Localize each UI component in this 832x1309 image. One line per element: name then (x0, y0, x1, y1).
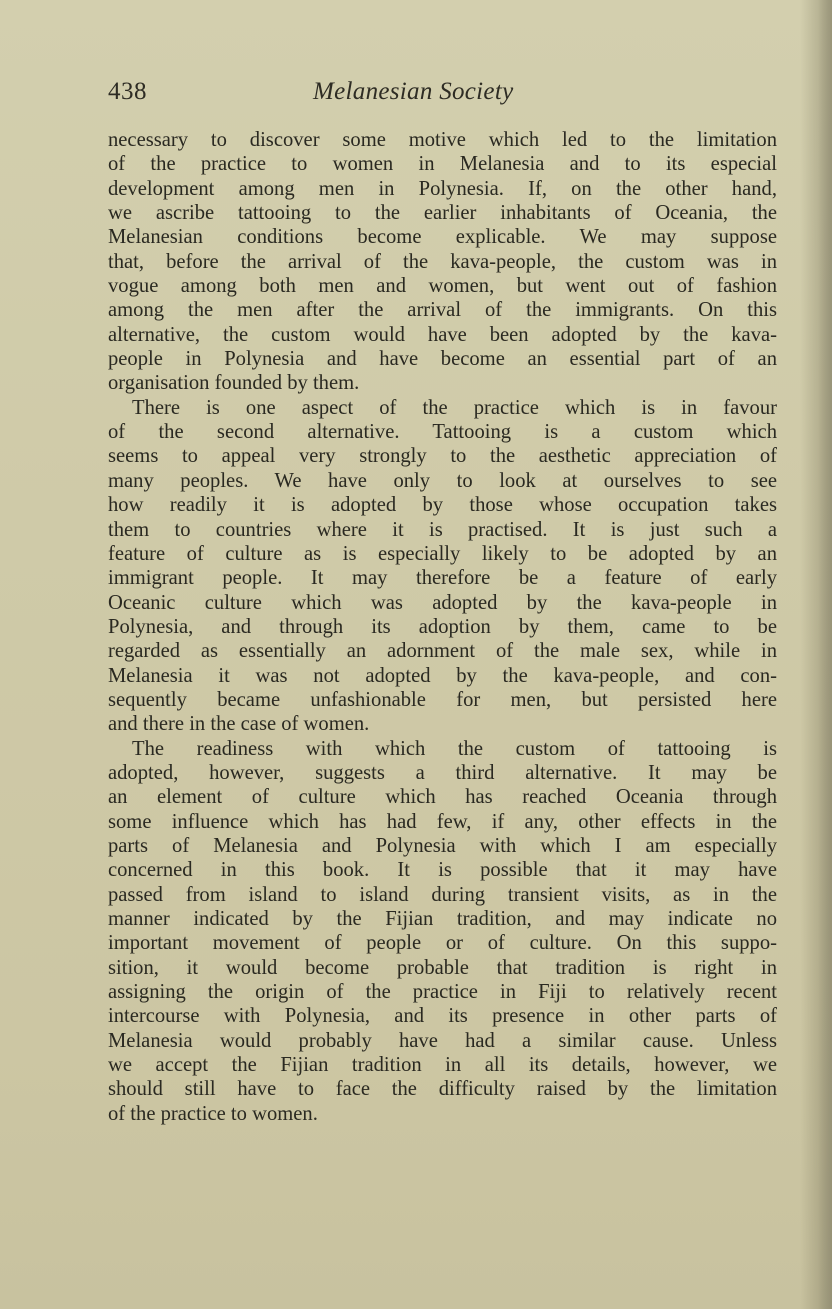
body-text (108, 128, 777, 1126)
running-head (108, 74, 777, 110)
text-line: adopted, however, suggests a third alternative. It may be (108, 761, 777, 784)
text-line: manner indicated by the Fijian tradition, and may indicate no (108, 908, 777, 930)
text-line: concerned in this book. It is possible that it may have (108, 859, 777, 882)
text-line: of the practice to women in Melanesia and to its especial (108, 153, 777, 176)
text-line: regarded as essentially an adornment of the male sex, while in (108, 640, 777, 663)
text-line: Melanesia it was not adopted by the kava-people, and con- (108, 664, 777, 687)
text-line: that, before the arrival of the kava-people, the custom was in (108, 250, 777, 273)
text-line: some influence which has had few, if any, other effects in the (108, 810, 777, 833)
text-line: immigrant people. It may therefore be a feature of early (108, 567, 777, 590)
text-line: There is one aspect of the practice which is in favour (132, 396, 777, 419)
text-line: parts of Melanesia and Polynesia with which I am especially (108, 834, 777, 857)
text-line: Melanesia would probably have had a similar cause. Unless (108, 1029, 777, 1052)
text-line: sequently became unfashionable for men, but persisted here (108, 688, 777, 711)
text-line: sition, it would become probable that tradition is right in (108, 956, 777, 979)
text-line: people in Polynesia and have become an essential part of an (108, 348, 777, 371)
text-line: important movement of people or of culture. On this suppo- (108, 932, 777, 955)
text-line: seems to appeal very strongly to the aesthetic appreciation of (108, 445, 777, 468)
page-gutter-shadow (818, 0, 832, 1309)
text-line: how readily it is adopted by those whose occupation takes (108, 494, 777, 517)
text-line: necessary to discover some motive which led to the limitation (108, 129, 777, 151)
text-line: Melanesian conditions become explicable. We may suppose (108, 226, 777, 249)
text-line: organisation founded by them. (108, 372, 360, 395)
text-line: development among men in Polynesia. If, on the other hand, (108, 177, 777, 200)
text-line: alternative, the custom would have been adopted by the kava- (108, 323, 777, 346)
paragraph-2 (108, 396, 777, 737)
text-line: and there in the case of women. (108, 713, 370, 736)
text-line: Polynesia, and through its adoption by them, came to be (108, 615, 777, 638)
text-line: an element of culture which has reached Oceania through (108, 786, 777, 809)
paragraph-1 (108, 128, 777, 396)
text-line: feature of culture as is especially likely to be adopted by an (108, 542, 777, 565)
page-number: 438 (108, 78, 147, 105)
text-line: we ascribe tattooing to the earlier inhabitants of Oceania, the (108, 202, 777, 225)
text-line: them to countries where it is practised. It is just such a (108, 518, 777, 541)
paragraph-3 (108, 737, 777, 1127)
text-line: vogue among both men and women, but went out of fashion (108, 275, 777, 298)
text-line: should still have to face the difficulty raised by the limitation (108, 1078, 777, 1101)
text-line: assigning the origin of the practice in Fiji to relatively recent (108, 981, 777, 1004)
text-line: of the second alternative. Tattooing is a custom which (108, 421, 777, 444)
text-line: among the men after the arrival of the immigrants. On this (108, 299, 777, 322)
text-line: we accept the Fijian tradition in all its details, however, we (108, 1054, 777, 1077)
text-line: intercourse with Polynesia, and its presence in other parts of (108, 1005, 777, 1028)
text-line: passed from island to island during transient visits, as in the (108, 883, 777, 906)
text-line: many peoples. We have only to look at ourselves to see (108, 469, 777, 492)
running-title: Melanesian Society (313, 78, 514, 105)
text-line: of the practice to women. (108, 1102, 318, 1125)
text-line: Oceanic culture which was adopted by the kava-people in (108, 591, 777, 614)
text-line: The readiness with which the custom of tattooing is (132, 737, 777, 760)
